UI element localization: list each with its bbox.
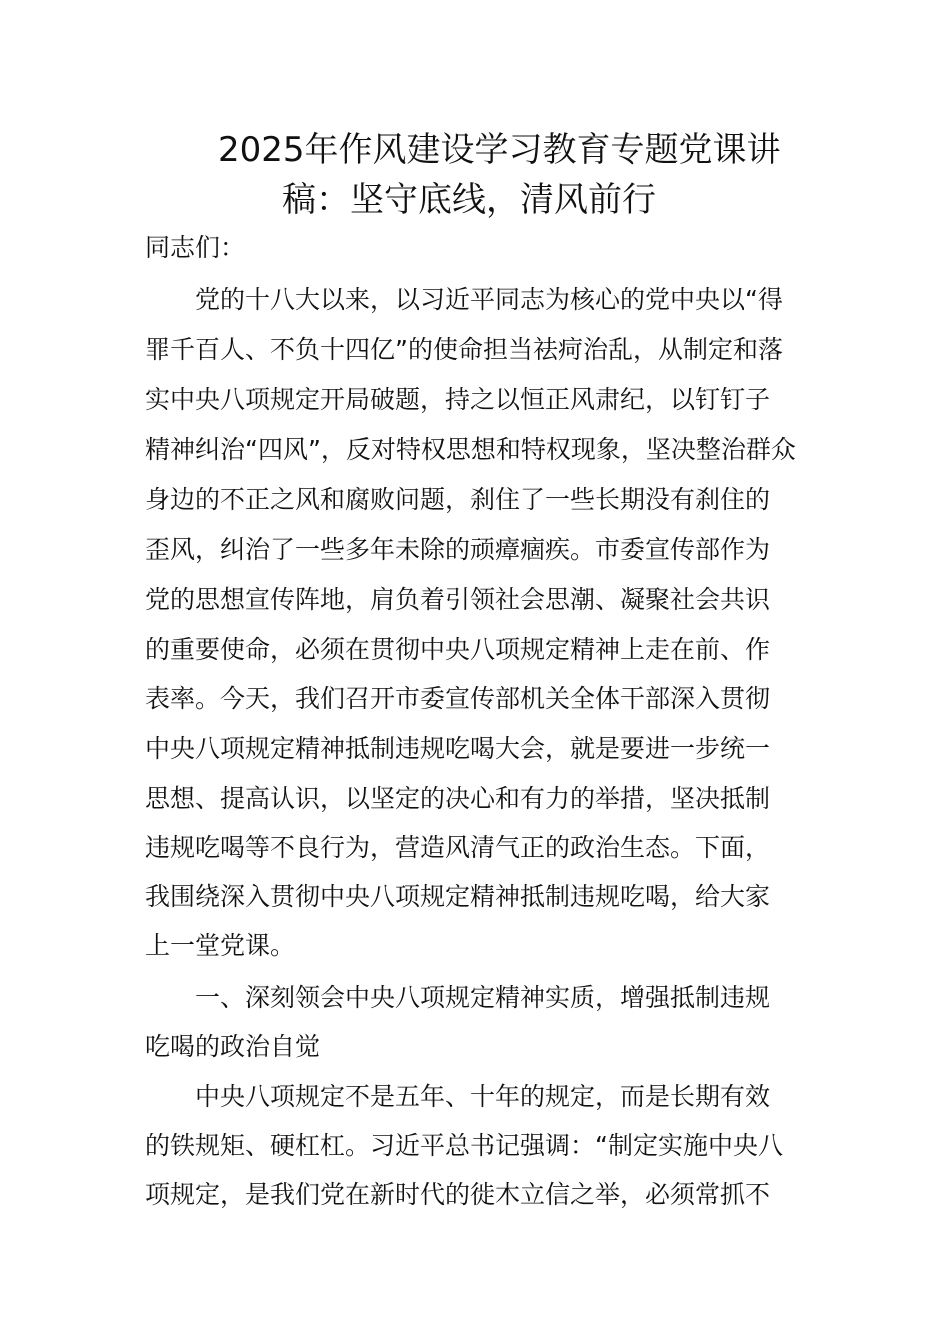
paragraph-line: 的重要使命，必须在贯彻中央八项规定精神上走在前、作 bbox=[145, 635, 771, 664]
paragraph-line: 的铁规矩、硬杠杠。习近平总书记强调：“制定实施中央八 bbox=[145, 1131, 783, 1160]
paragraph-line: 实中央八项规定开局破题，持之以恒正风肃纪，以钉钉子 bbox=[145, 385, 771, 414]
paragraph-line: 上一堂党课。 bbox=[145, 931, 296, 960]
paragraph-line: 歪风，纠治了一些多年未除的顽瘴痼疾。市委宣传部作为 bbox=[145, 535, 771, 564]
salutation: 同志们： bbox=[145, 233, 246, 262]
paragraph-line: 精神纠治“四风”，反对特权思想和特权现象，坚决整治群众 bbox=[145, 435, 796, 464]
paragraph-line: 项规定，是我们党在新时代的徙木立信之举，必须常抓不 bbox=[145, 1180, 771, 1209]
paragraph-line: 违规吃喝等不良行为，营造风清气正的政治生态。下面， bbox=[145, 833, 771, 862]
document-title-line-1: 2025年作风建设学习教育专题党课讲 bbox=[218, 130, 781, 170]
paragraph-line: 罪千百人、不负十四亿”的使命担当祛疴治乱，从制定和落 bbox=[145, 335, 783, 364]
paragraph-line: 我围绕深入贯彻中央八项规定精神抵制违规吃喝，给大家 bbox=[145, 882, 771, 911]
paragraph-line: 中央八项规定精神抵制违规吃喝大会，就是要进一步统一 bbox=[145, 734, 771, 763]
section-heading-line: 吃喝的政治自觉 bbox=[145, 1032, 321, 1061]
paragraph-line: 党的十八大以来，以习近平同志为核心的党中央以“得 bbox=[195, 285, 783, 314]
document-title-line-2: 稿：坚守底线，清风前行 bbox=[282, 180, 656, 220]
paragraph-line: 表率。今天，我们召开市委宣传部机关全体干部深入贯彻 bbox=[145, 684, 771, 713]
paragraph-line: 党的思想宣传阵地，肩负着引领社会思潮、凝聚社会共识 bbox=[145, 585, 771, 614]
section-heading-line: 一、深刻领会中央八项规定精神实质，增强抵制违规 bbox=[195, 983, 771, 1012]
paragraph-line: 中央八项规定不是五年、十年的规定，而是长期有效 bbox=[195, 1082, 771, 1111]
paragraph-line: 身边的不正之风和腐败问题，刹住了一些长期没有刹住的 bbox=[145, 485, 771, 514]
paragraph-line: 思想、提高认识，以坚定的决心和有力的举措，坚决抵制 bbox=[145, 784, 771, 813]
